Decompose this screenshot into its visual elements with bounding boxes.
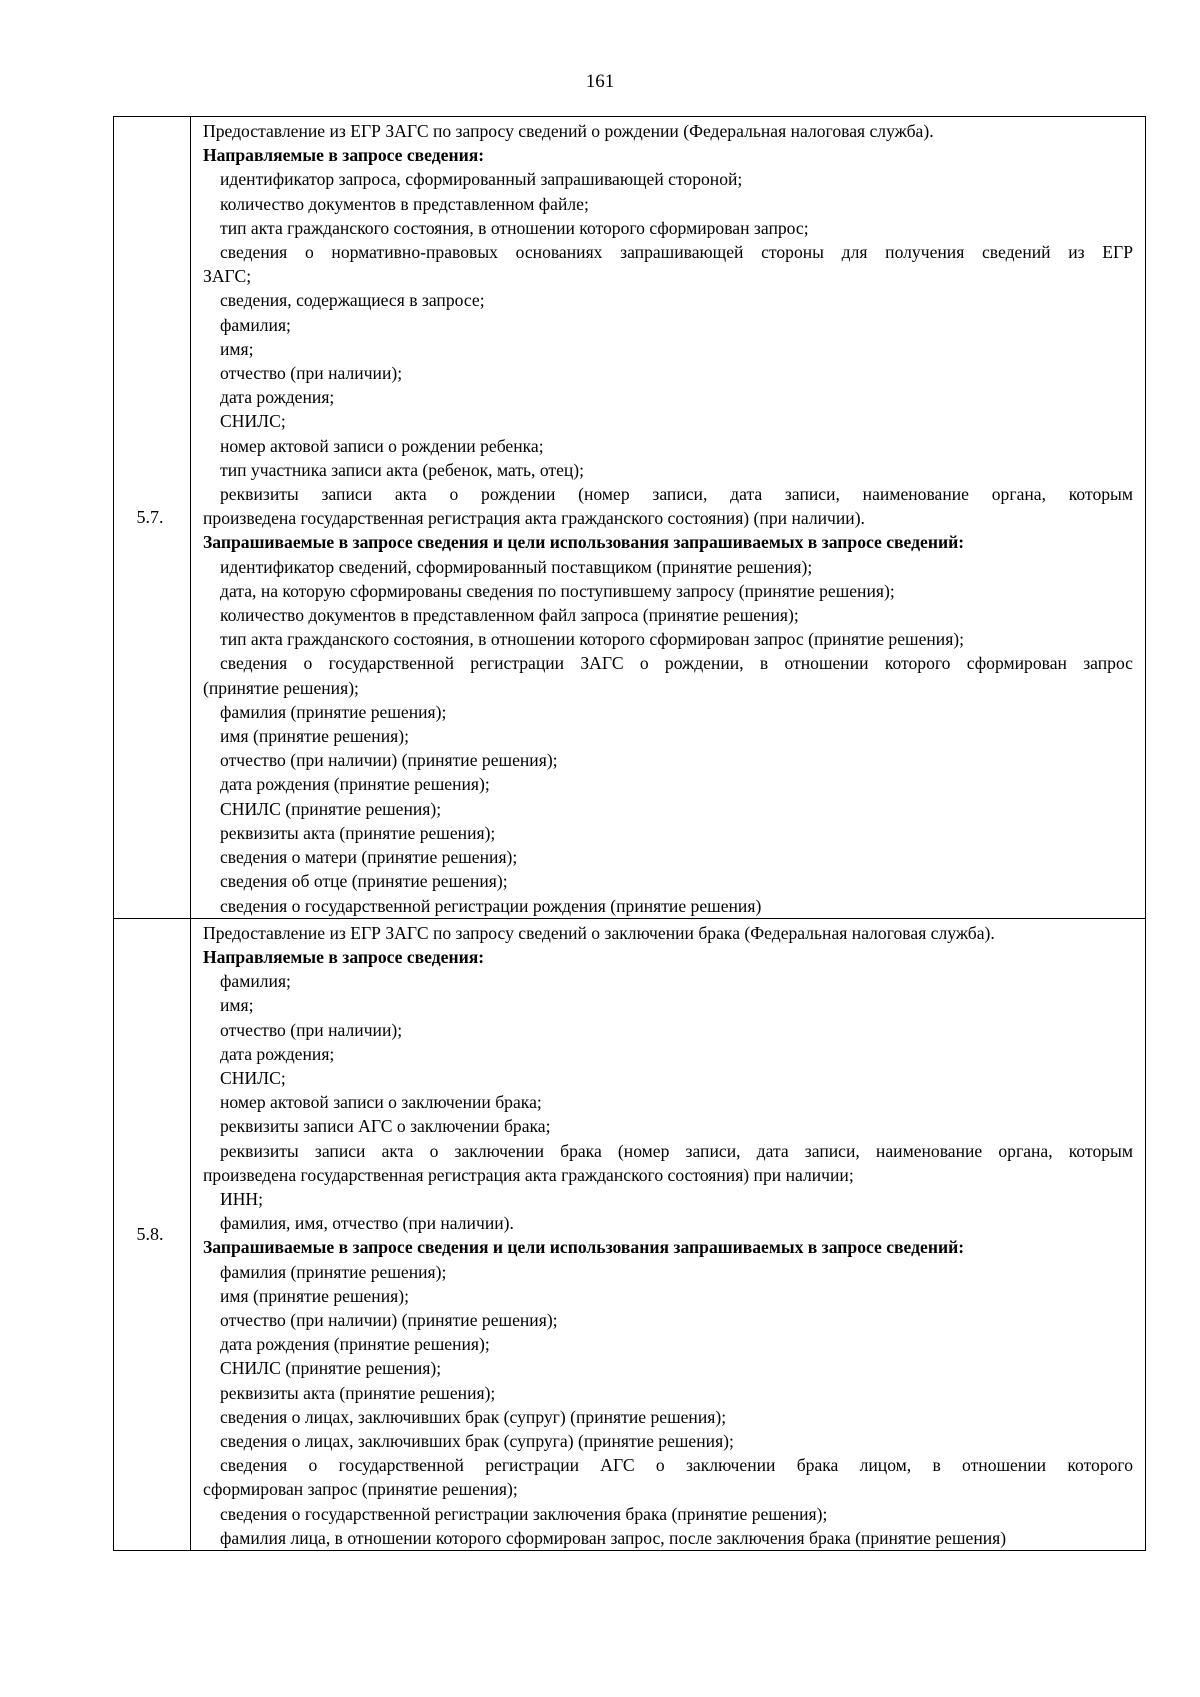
text-line: фамилия;	[220, 971, 291, 992]
text-line: сведения о матери (принятие решения);	[220, 847, 518, 868]
text-line: имя;	[220, 338, 254, 359]
text-line: дата рождения (принятие решения);	[220, 774, 490, 795]
text-line: дата рождения (принятие решения);	[220, 1334, 490, 1355]
text-line: сведения о лицах, заключивших брак (супруг) (принятие решения);	[220, 1406, 727, 1427]
services-table	[113, 116, 1146, 1551]
text-line: фамилия;	[220, 314, 291, 335]
text-line: сведения о государственной регистрации заключения брака (принятие решения);	[220, 1503, 828, 1524]
text-line: СНИЛС;	[220, 411, 286, 432]
text-line: идентификатор запроса, сформированный запрашивающей стороной;	[220, 169, 743, 190]
text-line: фамилия (принятие решения);	[220, 1261, 447, 1282]
text-line: идентификатор сведений, сформированный поставщиком (принятие решения);	[220, 556, 813, 577]
section-heading: Запрашиваемые в запросе сведения и цели использования запрашиваемых в запросе сведений:	[203, 1237, 965, 1258]
text-line: ИНН;	[220, 1188, 264, 1209]
text-line: Предоставление из ЕГР ЗАГС по запросу сведений о рождении (Федеральная налоговая служба).	[203, 121, 934, 141]
text-line: ЗАГС;	[203, 266, 252, 287]
text-line: СНИЛС;	[220, 1067, 286, 1088]
text-line: фамилия лица, в отношении которого сформирован запрос, после заключения брака (принятие решения)	[220, 1527, 1007, 1548]
text-line: отчество (при наличии);	[220, 363, 403, 384]
row-number-cell	[114, 117, 191, 919]
text-line: имя;	[220, 995, 254, 1016]
text-line: дата рождения;	[220, 387, 335, 408]
row-number-cell	[114, 918, 191, 1550]
text-line: произведена государственная регистрация акта гражданского состояния) (при наличии).	[203, 508, 865, 529]
text-line: имя (принятие решения);	[220, 1285, 409, 1306]
text-line: реквизиты записи акта о заключении брака (номер записи, дата записи, наименование органа, которым	[220, 1140, 1133, 1161]
page-number: 161	[585, 71, 615, 92]
row-content-cell	[191, 918, 1146, 1550]
text-line: сведения о нормативно-правовых основаниях запрашивающей стороны для получения сведений из ЕГР	[220, 242, 1133, 263]
text-line: реквизиты записи акта о рождении (номер записи, дата записи, наименование органа, которым	[220, 484, 1133, 505]
text-line: номер актовой записи о рождении ребенка;	[220, 435, 544, 456]
text-line: тип акта гражданского состояния, в отношении которого сформирован запрос;	[220, 217, 809, 238]
text-line: дата, на которую сформированы сведения по поступившему запросу (принятие решения);	[220, 580, 895, 601]
text-line: количество документов в представленном файле;	[220, 193, 589, 214]
text-line: СНИЛС (принятие решения);	[220, 1358, 442, 1379]
text-line: фамилия, имя, отчество (при наличии).	[220, 1213, 514, 1234]
text-line: отчество (при наличии);	[220, 1019, 403, 1040]
section-heading: Запрашиваемые в запросе сведения и цели использования запрашиваемых в запросе сведений:	[203, 532, 965, 553]
text-line: сведения о лицах, заключивших брак (супруга) (принятие решения);	[220, 1430, 734, 1451]
row-content-cell	[191, 117, 1146, 919]
text-line: сведения, содержащиеся в запросе;	[220, 290, 485, 311]
text-line: фамилия (принятие решения);	[220, 701, 447, 722]
table-row-5-7	[114, 117, 1146, 919]
text-line: произведена государственная регистрация акта гражданского состояния) при наличии;	[203, 1164, 854, 1185]
text-line: количество документов в представленном файл запроса (принятие решения);	[220, 605, 799, 626]
section-heading: Направляемые в запросе сведения:	[203, 145, 485, 166]
text-line: отчество (при наличии) (принятие решения);	[220, 1309, 558, 1330]
text-line: тип участника записи акта (ребенок, мать, отец);	[220, 459, 585, 480]
row-number: 5.7.	[136, 507, 164, 528]
text-line: сведения об отце (принятие решения);	[220, 871, 508, 892]
text-line: сформирован запрос (принятие решения);	[203, 1479, 518, 1500]
text-line: реквизиты записи АГС о заключении брака;	[220, 1116, 551, 1137]
text-line: отчество (при наличии) (принятие решения);	[220, 750, 558, 771]
text-line: реквизиты акта (принятие решения);	[220, 1382, 496, 1403]
section-heading: Направляемые в запросе сведения:	[203, 946, 485, 967]
text-line: Предоставление из ЕГР ЗАГС по запросу сведений о заключении брака (Федеральная налоговая служба).	[203, 922, 995, 943]
text-line: дата рождения;	[220, 1043, 335, 1064]
row-number: 5.8.	[136, 1224, 164, 1245]
text-line: сведения о государственной регистрации АГС о заключении брака лицом, в отношении которого	[220, 1455, 1133, 1476]
text-line: сведения о государственной регистрации ЗАГС о рождении, в отношении которого сформирован запрос	[220, 653, 1133, 674]
text-line: СНИЛС (принятие решения);	[220, 798, 442, 819]
text-line: реквизиты акта (принятие решения);	[220, 822, 496, 843]
text-line: тип акта гражданского состояния, в отношении которого сформирован запрос (принятие решения);	[220, 629, 965, 650]
text-line: имя (принятие решения);	[220, 726, 409, 747]
text-line: (принятие решения);	[203, 677, 359, 698]
text-line: сведения о государственной регистрации рождения (принятие решения)	[220, 895, 762, 916]
text-line: номер актовой записи о заключении брака;	[220, 1092, 542, 1113]
table-row-5-8	[114, 918, 1146, 1550]
